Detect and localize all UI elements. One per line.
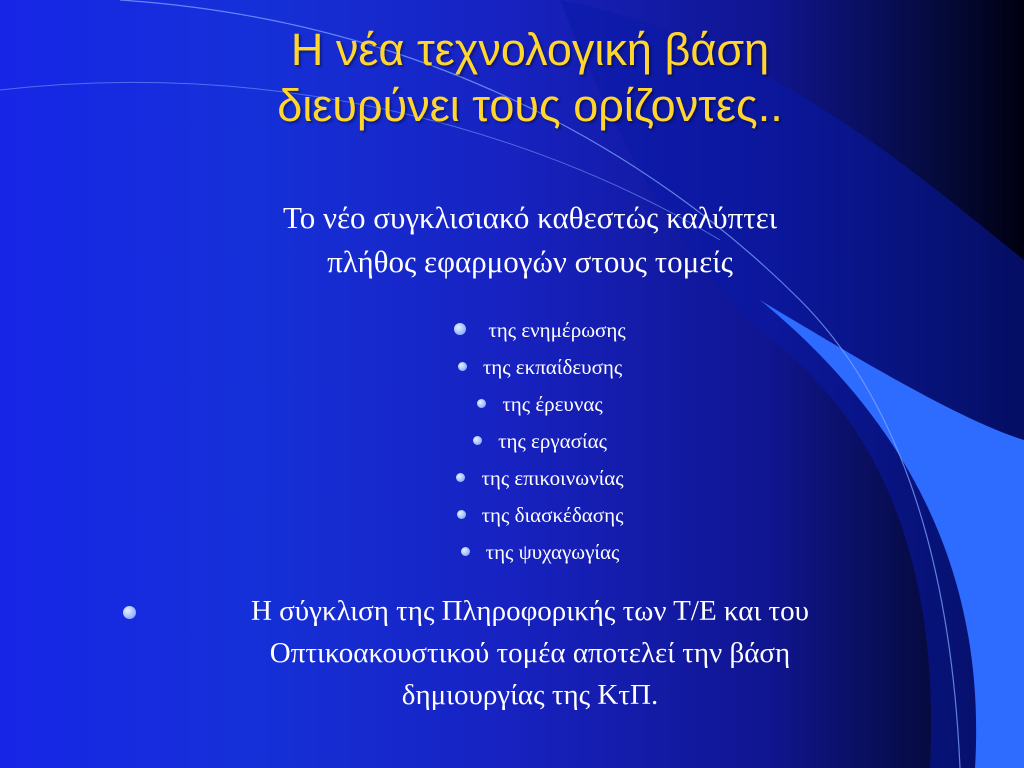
list-item-label: της έρευνας bbox=[502, 392, 603, 416]
list-item-label: της ενημέρωσης bbox=[488, 318, 626, 342]
bullet-dot-icon bbox=[454, 323, 466, 335]
list-item bbox=[330, 534, 750, 571]
title-line-1: Η νέα τεχνολογική βάση bbox=[290, 24, 770, 75]
bullet-dot-icon bbox=[477, 399, 486, 408]
bullet-dot-icon bbox=[473, 436, 482, 445]
list-item-label: της εκπαίδευσης bbox=[482, 355, 623, 379]
list-item-label: της διασκέδασης bbox=[481, 503, 624, 527]
intro-line-1: Το νέο συγκλισιακό καθεστώς καλύπτει bbox=[282, 200, 778, 235]
intro-text bbox=[150, 196, 910, 284]
bullet-dot-icon bbox=[458, 362, 467, 371]
sectors-list bbox=[330, 312, 750, 571]
list-item bbox=[330, 312, 750, 349]
list-item-label: της επικοινωνίας bbox=[481, 466, 624, 490]
list-item bbox=[330, 349, 750, 386]
bullet-line-3: δημιουργίας της ΚτΠ. bbox=[401, 679, 659, 711]
bullet-dot-icon bbox=[456, 473, 465, 482]
convergence-bullet bbox=[120, 590, 940, 716]
bullet-dot-icon bbox=[457, 510, 466, 519]
list-item-label: της εργασίας bbox=[498, 429, 607, 453]
intro-line-2: πλήθος εφαρμογών στους τομείς bbox=[327, 244, 733, 279]
list-item bbox=[330, 423, 750, 460]
bullet-dot-icon bbox=[123, 606, 136, 619]
bullet-dot-icon bbox=[461, 547, 470, 556]
slide-title bbox=[120, 22, 940, 134]
title-line-2: διευρύνει τους ορίζοντες.. bbox=[277, 80, 783, 131]
bullet-line-2: Οπτικοακουστικού τομέα αποτελεί την βάση bbox=[269, 637, 791, 669]
list-item-label: της ψυχαγωγίας bbox=[485, 540, 620, 564]
bullet-line-1: Η σύγκλιση της Πληροφορικής των Τ/Ε και του bbox=[250, 595, 810, 627]
list-item bbox=[330, 497, 750, 534]
list-item bbox=[330, 460, 750, 497]
list-item bbox=[330, 386, 750, 423]
